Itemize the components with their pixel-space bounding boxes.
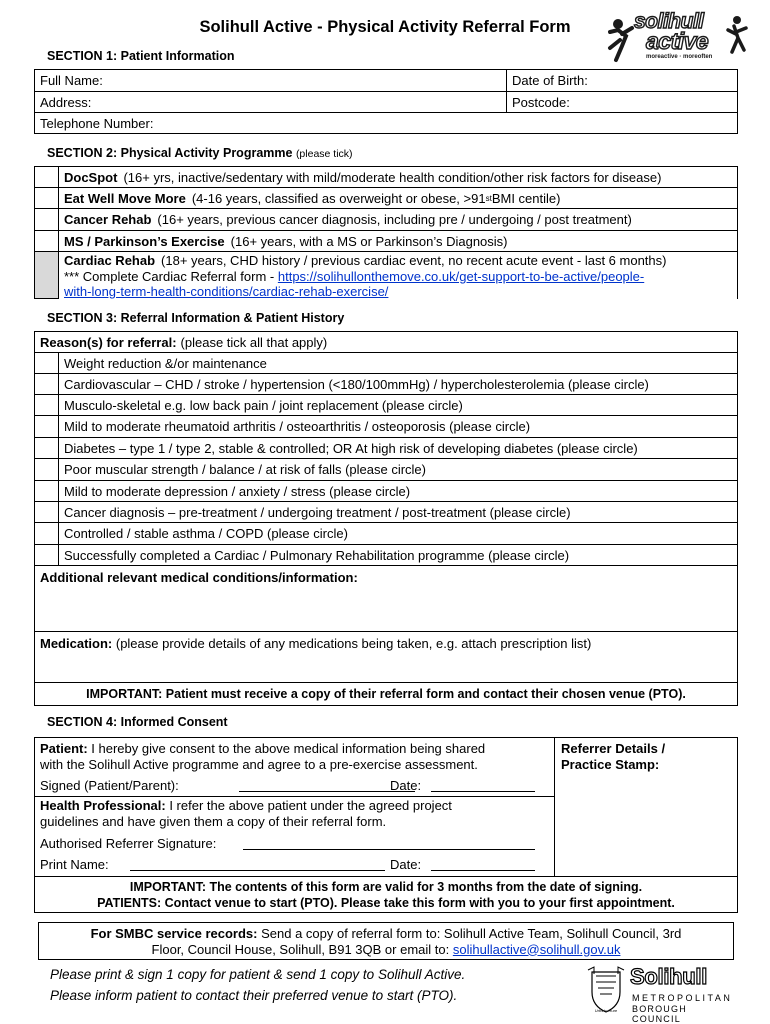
telephone-field[interactable] [35,113,737,134]
reason-text: Musculo-skeletal e.g. low back pain / joint replacement (please circle) [64,397,463,413]
programme-row-ms-parkinsons [59,231,737,252]
signed-line[interactable] [239,791,415,792]
hp-text-1: I refer the above patient under the agreed project [169,798,452,813]
patient-text-1: I hereby give consent to the above medical information being shared [91,741,486,756]
auth-sig-line[interactable] [243,849,535,850]
council-sub-1: METROPOLITAN [632,993,733,1003]
smbc-text-1: Send a copy of referral form to: Solihull Active Team, Solihull Council, 3rd [261,926,682,941]
reason-row [35,374,737,395]
medication-note: (please provide details of any medications being taken, e.g. attach prescription list) [115,636,592,651]
medication-field[interactable] [35,632,737,683]
reason-row [35,545,737,566]
smbc-records-box [38,922,734,960]
reason-row [35,416,737,438]
medication-label-wrap [40,636,591,651]
programme-desc: (4-16 years, classified as overweight or obese, >91 [191,190,486,206]
programme-row-cancer-rehab [59,209,737,231]
council-sub-2: BOROUGH COUNCIL [632,1004,687,1024]
reason-tick-box[interactable] [35,438,59,458]
reason-tick-box[interactable] [35,545,59,565]
reason-tick-box[interactable] [35,353,59,373]
reason-row [35,481,737,502]
postcode-label: Postcode: [512,94,570,110]
telephone-label: Telephone Number: [40,116,154,131]
programme-name: MS / Parkinson’s Exercise [64,233,225,249]
important-notice-row [35,683,737,705]
full-name-field[interactable] [35,70,507,91]
reason-text: Controlled / stable asthma / COPD (please circle) [64,526,348,541]
address-label: Address: [40,94,92,110]
consent-important-1: IMPORTANT: The contents of this form are valid for 3 months from the date of signing. [129,880,643,894]
footer-instruction-2: Please inform patient to contact their preferred venue to start (PTO). [50,988,458,1003]
print-name-label: Print Name: [40,857,109,872]
programme-name: Cardiac Rehab [64,253,156,268]
programme-desc: (16+ years, previous cancer diagnosis, including pre / undergoing / post treatment) [157,212,632,227]
additional-conditions-label: Additional relevant medical conditions/information: [40,570,358,585]
section3-heading: SECTION 3: Referral Information & Patient History [47,311,345,325]
hp-consent-text [40,798,452,829]
tick-box-cardiac-disabled [35,252,59,298]
programme-name: Eat Well Move More [64,190,186,206]
reason-text: Cardiovascular – CHD / stroke / hypertension (<180/100mmHg) / hypercholesterolemia (please circle) [64,376,649,392]
section2-heading-note: (please tick) [295,148,353,160]
section2-heading [47,146,353,160]
dob-field[interactable] [507,70,737,91]
smbc-text-2: Floor, Council House, Solihull, B91 3QB or email to: [151,941,450,957]
consent-table [34,737,738,913]
reason-tick-box[interactable] [35,374,59,394]
reason-row [35,502,737,523]
tick-box-ms-parkinsons[interactable] [35,231,59,252]
reason-tick-box[interactable] [35,502,59,522]
patient-consent-text [40,741,485,772]
referrer-label-2: Practice Stamp: [561,757,660,772]
reason-tick-box[interactable] [35,459,59,480]
reason-text: Cancer diagnosis – pre-treatment / undergoing treatment / post-treatment (please circle) [64,504,571,520]
referrer-label-1: Referrer Details / [561,741,666,756]
programme-name: DocSpot [64,169,118,185]
footer-instruction-1: Please print & sign 1 copy for patient & send 1 copy to Solihull Active. [50,967,466,982]
patient-label: Patient: [40,741,88,756]
referral-table [34,331,738,706]
date-label-2: Date: [390,857,422,872]
programme-desc: (18+ years, CHD history / previous cardiac event, no recent acute event - last 6 months) [161,253,667,268]
referrer-stamp-box[interactable] [561,741,665,773]
programme-table [34,166,738,299]
smbc-label: For SMBC service records: [90,926,258,941]
hp-label: Health Professional: [40,798,166,813]
consent-left [35,738,555,876]
reason-text: Diabetes – type 1 / type 2, stable & controlled; OR At high risk of developing diabetes (please circle) [64,440,638,456]
reason-text: Weight reduction &/or maintenance [64,355,267,371]
crest-motto: Urbs in Rure [594,1008,618,1013]
smbc-email-link[interactable]: solihullactive@solihull.gov.uk [452,941,621,957]
page-title: Solihull Active - Physical Activity Referral Form [199,18,571,36]
reason-row [35,523,737,545]
reason-tick-box[interactable] [35,395,59,415]
tick-box-eat-well[interactable] [35,188,59,209]
date-line-2[interactable] [431,870,535,871]
auth-sig-label: Authorised Referrer Signature: [40,836,217,851]
programme-desc-end: BMI centile) [491,190,561,206]
dob-label: Date of Birth: [512,73,588,88]
postcode-field[interactable] [507,92,737,112]
programme-row-docspot [59,167,737,188]
hp-text-2: guidelines and have given them a copy of their referral form. [40,813,387,829]
cardiac-note: *** Complete Cardiac Referral form - [64,268,278,284]
reason-row [35,459,737,481]
date-label: Date: [390,778,422,793]
patient-text-2: with the Solihull Active programme and agree to a pre-exercise assessment. [40,756,478,772]
reason-text: Poor muscular strength / balance / at risk of falls (please circle) [64,462,426,477]
section1-heading: SECTION 1: Patient Information [47,49,235,63]
programme-desc-sup: st [485,193,492,203]
consent-important-2: PATIENTS: Contact venue to start (PTO). Please take this form with you to your first appointment. [97,896,675,910]
medication-label: Medication: [40,636,113,651]
tick-box-cancer-rehab[interactable] [35,209,59,231]
reason-row [35,353,737,374]
print-name-line[interactable] [130,870,385,871]
council-logo [586,964,736,1024]
address-field[interactable] [35,92,507,112]
reason-tick-box[interactable] [35,481,59,501]
programme-desc: (16+ years, with a MS or Parkinson’s Diagnosis) [230,233,508,249]
reason-tick-box[interactable] [35,416,59,437]
section4-heading: SECTION 4: Informed Consent [47,715,228,729]
reasons-note: (please tick all that apply) [180,334,328,350]
logo-active-text: active [646,28,709,54]
section2-heading-text: SECTION 2: Physical Activity Programme [47,146,293,160]
council-name: Solihull [630,964,708,989]
reasons-label: Reason(s) for referral: [40,334,177,350]
solihull-active-logo [606,10,748,68]
signed-label: Signed (Patient/Parent): [40,778,179,793]
patient-info-table [34,69,738,134]
tick-box-docspot[interactable] [35,167,59,188]
reasons-header [35,332,737,353]
important-notice: IMPORTANT: Patient must receive a copy of their referral form and contact their chosen venue (PTO). [86,687,686,701]
programme-row-eat-well [59,188,737,209]
reason-text: Successfully completed a Cardiac / Pulmonary Rehabilitation programme (please circle) [64,547,570,563]
reason-tick-box[interactable] [35,523,59,544]
additional-conditions-field[interactable] [35,566,737,632]
reason-text: Mild to moderate depression / anxiety / stress (please circle) [64,483,411,499]
date-line[interactable] [431,791,535,792]
cardiac-referral-link-cont[interactable]: with-long-term-health-conditions/cardiac-rehab-exercise/ [64,284,389,299]
reason-row [35,438,737,459]
reason-text: Mild to moderate rheumatoid arthritis / osteoarthritis / osteoporosis (please circle) [64,419,531,434]
logo-tagline: moreactive · moreoften [646,54,713,60]
reason-row [35,395,737,416]
consent-important [35,876,737,911]
full-name-label: Full Name: [40,73,103,88]
programme-name: Cancer Rehab [64,212,152,227]
programme-desc: (16+ yrs, inactive/sedentary with mild/moderate health condition/other risk factors for disease) [123,169,662,185]
programme-row-cardiac-rehab [59,253,737,300]
logo-solihull-text: solihull [634,10,704,33]
cardiac-referral-link[interactable]: https://solihullonthemove.co.uk/get-support-to-be-active/people- [277,268,645,284]
